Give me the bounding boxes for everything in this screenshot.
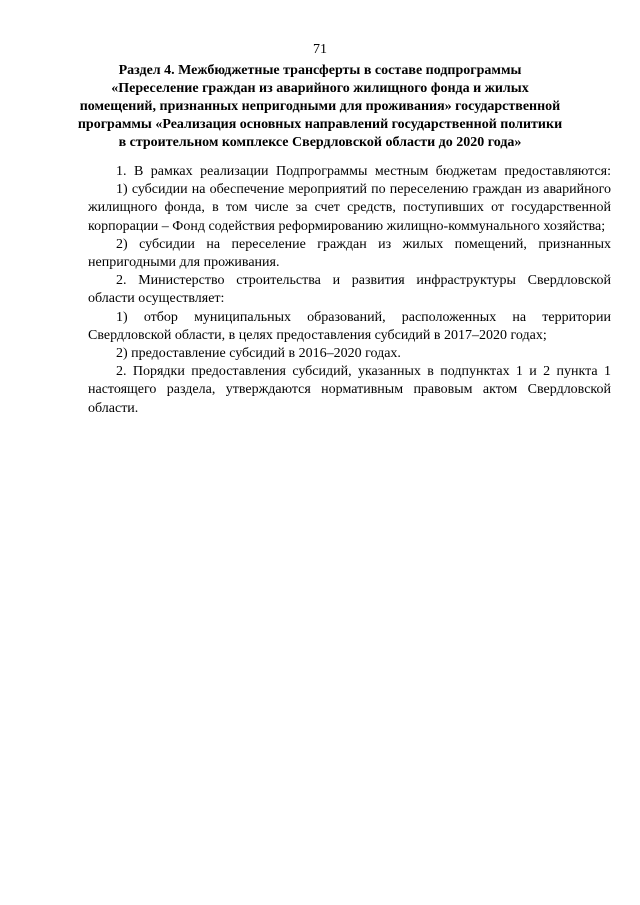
section-title: Раздел 4. Межбюджетные трансферты в составе подпрограммы «Переселение граждан из аварийного жилищного фонда и жилых помещений, признанных непригодными для проживания» государственной программы «Реализация основных направлений государственной политики в строительном комплексе Свердловской области до 2020 года» — [77, 63, 563, 150]
paragraph-5: 1) отбор муниципальных образований, расположенных на территории Свердловской области, в целях предоставления субсидий в 2017–2020 годах; — [88, 309, 611, 343]
paragraph-4: 2. Министерство строительства и развития инфраструктуры Свердловской области осуществляет: — [88, 273, 611, 307]
paragraph-1: 1. В рамках реализации Подпрограммы местным бюджетам предоставляются: — [116, 164, 611, 179]
paragraph-6: 2) предоставление субсидий в 2016–2020 годах. — [116, 346, 401, 362]
paragraph-3: 2) субсидии на переселение граждан из жилых помещений, признанных непригодными для проживания. — [88, 236, 611, 271]
section-body — [88, 163, 611, 418]
paragraph-2: 1) субсидии на обеспечение мероприятий по переселению граждан из аварийного жилищного фонда, в том числе за счет средств, поступивших от государственной корпорации – Фонд содействия реформированию жилищно-коммунального хозяйства; — [88, 182, 611, 234]
paragraph-7: 2. Порядки предоставления субсидий, указанных в подпунктах 1 и 2 пункта 1 настоящего раздела, утверждаются нормативным правовым актом Свердловской области. — [88, 364, 611, 416]
page-number: 71 — [313, 42, 327, 57]
